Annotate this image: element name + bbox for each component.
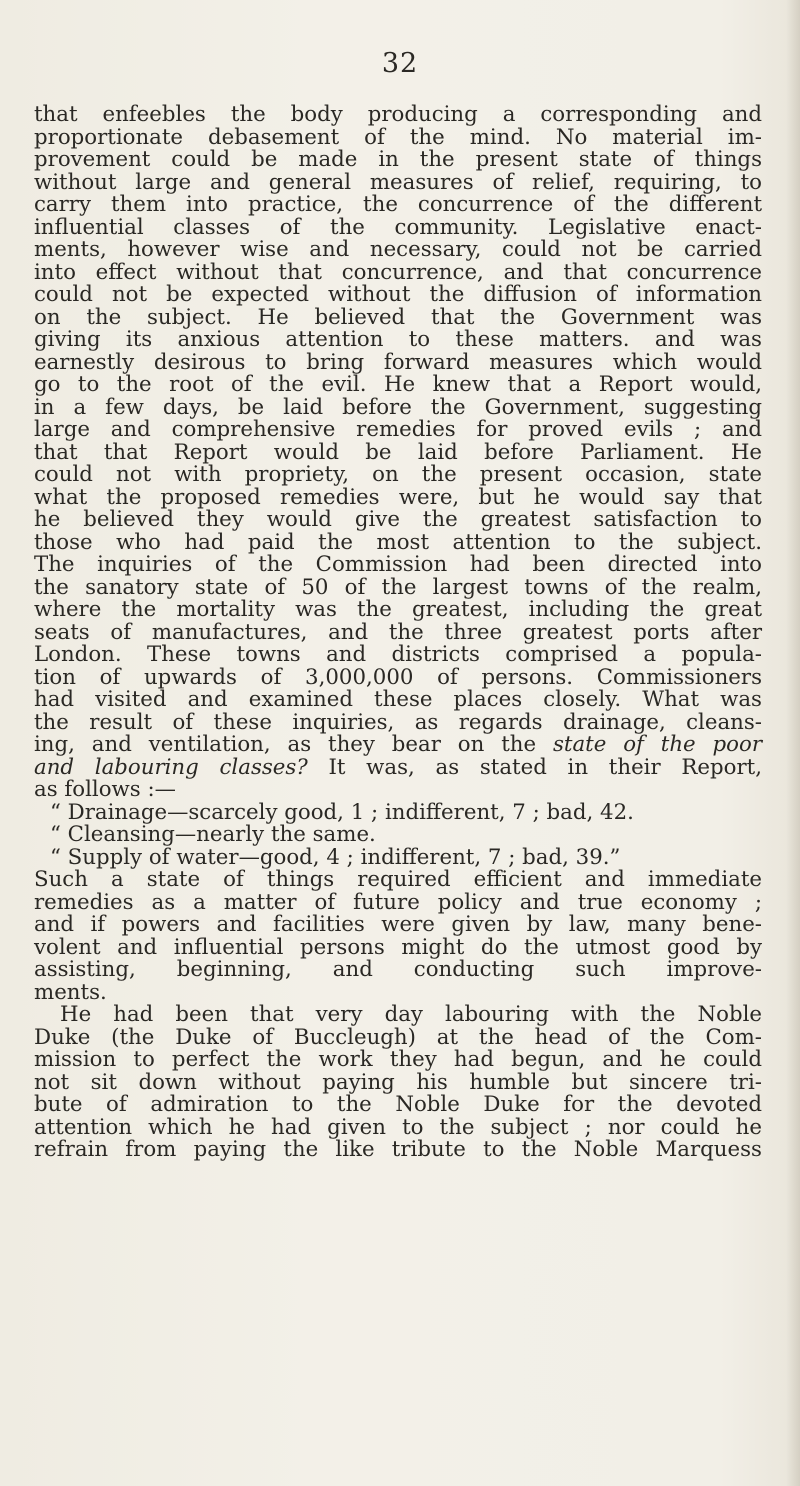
page-number: 32 xyxy=(381,48,419,79)
text-line: giving its anxious attention to these matters. and was xyxy=(34,327,762,352)
text-line: could not with propriety, on the present occasion, state xyxy=(34,462,762,487)
quote-line: “ Drainage—scarcely good, 1 ; indifferent, 7 ; bad, 42. xyxy=(50,799,634,825)
text-line: the result of these inquiries, as regards drainage, cleans- xyxy=(34,709,762,735)
text-line: He had been that very day labouring with the Noble xyxy=(60,1002,762,1027)
text-line: Duke (the Duke of Buccleugh) at the head of the Com- xyxy=(34,1024,762,1050)
text-line: not sit down without paying his humble but sincere tri- xyxy=(34,1069,762,1095)
page-edge-shadow xyxy=(786,0,800,1486)
text-line: where the mortality was the greatest, including the great xyxy=(34,597,762,622)
text-line: refrain from paying the like tribute to the Noble Marquess xyxy=(34,1137,762,1162)
text-line: in a few days, be laid before the Government, suggesting xyxy=(34,394,762,420)
italic-segment: and labouring classes? xyxy=(34,754,308,780)
italic-segment: state of the poor xyxy=(552,732,762,757)
text-line: influential classes of the community. Legislative enact- xyxy=(34,214,762,240)
text-line: had visited and examined these places closely. What was xyxy=(34,687,762,712)
text-line: earnestly desirous to bring forward measures which would xyxy=(34,349,762,375)
text-line: could not be expected without the diffusion of information xyxy=(34,282,762,307)
text-line: the sanatory state of 50 of the largest towns of the realm, xyxy=(34,574,762,600)
text-line: ments. xyxy=(34,979,107,1005)
text-line: seats of manufactures, and the three greatest ports after xyxy=(34,619,762,645)
text-line: he believed they would give the greatest satisfaction to xyxy=(34,507,762,532)
text-line: assisting, beginning, and conducting such improve- xyxy=(34,957,762,982)
text-line: what the proposed remedies were, but he would say that xyxy=(34,484,762,510)
text-line: as follows :— xyxy=(34,777,176,802)
body-text xyxy=(34,104,762,1162)
text-line: volent and influential persons might do the utmost good by xyxy=(34,934,762,960)
text-line: on the subject. He believed that the Government was xyxy=(34,304,762,330)
text-line: Such a state of things required efficient and immediate xyxy=(34,867,762,892)
text-line: proportionate debasement of the mind. No material im- xyxy=(34,124,762,150)
text-segment: It was, as stated in their Report, xyxy=(307,754,762,780)
text-line: and if powers and facilities were given by law, many bene- xyxy=(34,912,762,937)
text-line: provement could be made in the present state of things xyxy=(34,147,762,172)
text-line: carry them into practice, the concurrence of the different xyxy=(34,192,762,217)
text-line: into effect without that concurrence, and that concurrence xyxy=(34,259,762,285)
text-line-mixed xyxy=(34,734,762,757)
text-line: attention which he had given to the subject ; nor could he xyxy=(34,1114,762,1140)
text-line: large and comprehensive remedies for proved evils ; and xyxy=(34,417,762,442)
text-line: those who had paid the most attention to the subject. xyxy=(34,529,762,555)
text-line: London. These towns and districts comprised a popula- xyxy=(34,642,762,667)
text-line-mixed xyxy=(34,754,762,780)
text-segment: ing, and ventilation, as they bear on the xyxy=(34,732,537,757)
text-line: tion of upwards of 3,000,000 of persons. Commissioners xyxy=(34,664,762,690)
text-line: go to the root of the evil. He knew that a Report would, xyxy=(34,372,762,397)
text-line: that enfeebles the body producing a corresponding and xyxy=(34,102,762,127)
text-line: remedies as a matter of future policy and true economy ; xyxy=(34,889,762,915)
text-line: without large and general measures of relief, requiring, to xyxy=(34,169,762,195)
text-line: mission to perfect the work they had begun, and he could xyxy=(34,1047,762,1072)
text-line: bute of admiration to the Noble Duke for the devoted xyxy=(34,1092,762,1117)
text-line: The inquiries of the Commission had been directed into xyxy=(34,552,762,577)
quote-line: “ Cleansing—nearly the same. xyxy=(50,822,376,847)
text-line: that that Report would be laid before Parliament. He xyxy=(34,439,762,465)
text-line: ments, however wise and necessary, could not be carried xyxy=(34,237,762,262)
quote-line: “ Supply of water—good, 4 ; indifferent, 7 ; bad, 39.” xyxy=(50,844,621,870)
